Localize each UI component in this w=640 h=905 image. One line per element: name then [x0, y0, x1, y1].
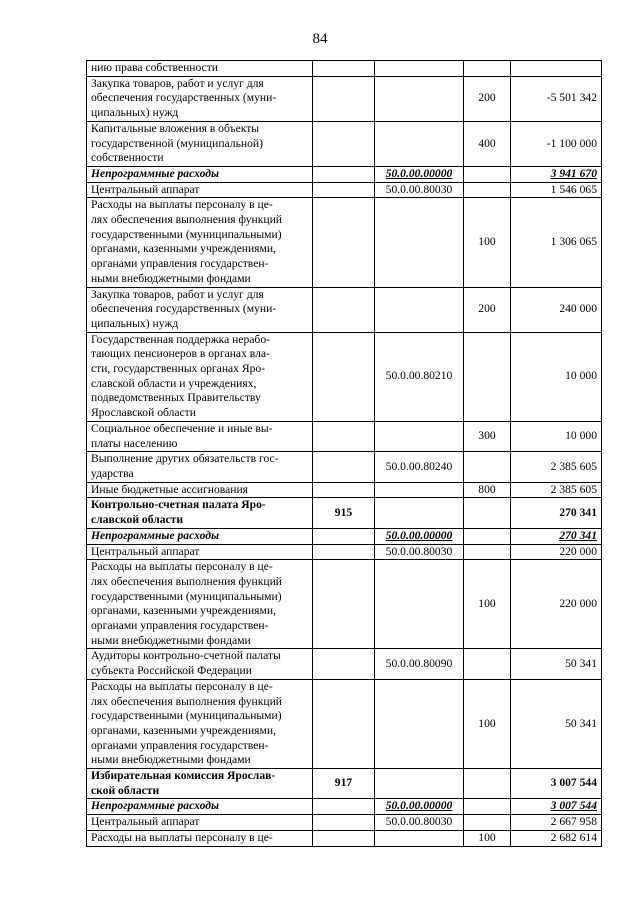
- target-code-cell: [375, 482, 464, 498]
- expense-type-cell: [464, 769, 511, 799]
- target-code-cell: [375, 76, 464, 121]
- table-row: [87, 815, 602, 831]
- table-row: [87, 649, 602, 679]
- expense-type-cell: 200: [464, 76, 511, 121]
- expense-type-cell: [464, 61, 511, 77]
- target-code-cell: [375, 198, 464, 287]
- row-name-line: органами управления государствен-: [91, 738, 269, 752]
- dept-code-cell: [313, 421, 375, 451]
- target-code-cell: [375, 769, 464, 799]
- row-name-line: славской области и учреждениях,: [91, 376, 257, 390]
- dept-code-cell: [313, 332, 375, 421]
- row-name-line: Расходы на выплаты персоналу в це-: [91, 198, 273, 212]
- amount-cell: 270 341: [511, 498, 602, 528]
- expense-type-cell: 400: [464, 121, 511, 166]
- target-code-cell: [375, 421, 464, 451]
- page-number: 84: [312, 31, 328, 47]
- row-name-line: государственными (муниципальными): [91, 589, 282, 603]
- row-name-cell: [87, 421, 313, 451]
- table-row: [87, 679, 602, 768]
- target-code-cell: 50.0.00.80030: [375, 815, 464, 831]
- table-row: [87, 121, 602, 166]
- dept-code-cell: [313, 182, 375, 198]
- expense-type-cell: [464, 528, 511, 544]
- row-name-line: ципальных) нужд: [91, 106, 179, 120]
- row-name-line: Центральный аппарат: [91, 544, 200, 558]
- row-name-line: Непрограммные расходы: [91, 528, 220, 542]
- row-name-line: ными внебюджетными фондами: [91, 271, 251, 285]
- target-code-cell: 50.0.00.80030: [375, 544, 464, 560]
- target-code-cell: 50.0.00.00000: [375, 799, 464, 815]
- row-name-line: ской области: [91, 783, 160, 797]
- row-name-line: славской области: [91, 513, 184, 527]
- row-name-line: Иные бюджетные ассигнования: [91, 482, 248, 496]
- row-name-line: Избирательная комиссия Ярослав-: [91, 769, 276, 783]
- target-code-cell: 50.0.00.00000: [375, 166, 464, 182]
- row-name-cell: [87, 498, 313, 528]
- org-row: [87, 769, 602, 799]
- row-name-cell: [87, 679, 313, 768]
- row-name-line: ными внебюджетными фондами: [91, 633, 251, 647]
- amount-cell: 2 385 605: [511, 452, 602, 482]
- row-name-line: Выполнение других обязательств гос-: [91, 452, 279, 466]
- row-name-line: органами управления государствен-: [91, 257, 269, 271]
- amount-cell: 240 000: [511, 287, 602, 332]
- amount-cell: 2 682 614: [511, 830, 602, 846]
- row-name-line: органами, казенными учреждениями,: [91, 723, 276, 737]
- row-name-line: Расходы на выплаты персоналу в це-: [91, 560, 273, 574]
- row-name-cell: [87, 182, 313, 198]
- amount-cell: 3 007 544: [511, 769, 602, 799]
- row-name-line: Ярославской области: [91, 406, 196, 420]
- row-name-cell: [87, 166, 313, 182]
- target-code-cell: 50.0.00.80210: [375, 332, 464, 421]
- amount-cell: [511, 61, 602, 77]
- row-name-line: Непрограммные расходы: [91, 166, 220, 180]
- table-row: [87, 482, 602, 498]
- target-code-cell: 50.0.00.00000: [375, 528, 464, 544]
- dept-code-cell: [313, 799, 375, 815]
- dept-code-cell: [313, 166, 375, 182]
- dept-code-cell: [313, 649, 375, 679]
- target-code-cell: 50.0.00.80240: [375, 452, 464, 482]
- target-code-cell: [375, 121, 464, 166]
- table-row: [87, 560, 602, 649]
- dept-code-cell: [313, 452, 375, 482]
- dept-code-cell: 915: [313, 498, 375, 528]
- row-name-line: нию права собственности: [91, 61, 218, 74]
- amount-cell: 270 341: [511, 528, 602, 544]
- dept-code-cell: [313, 815, 375, 831]
- row-name-line: Центральный аппарат: [91, 182, 200, 196]
- expense-type-cell: 100: [464, 560, 511, 649]
- row-name-line: Аудиторы контрольно-счетной палаты: [91, 649, 281, 663]
- row-name-cell: [87, 76, 313, 121]
- row-name-cell: [87, 799, 313, 815]
- expense-type-cell: [464, 182, 511, 198]
- org-row: [87, 498, 602, 528]
- target-code-cell: [375, 498, 464, 528]
- dept-code-cell: [313, 121, 375, 166]
- dept-code-cell: [313, 76, 375, 121]
- expense-type-cell: [464, 166, 511, 182]
- amount-cell: 3 941 670: [511, 166, 602, 182]
- table-row: [87, 332, 602, 421]
- dept-code-cell: [313, 61, 375, 77]
- program-row: [87, 166, 602, 182]
- expense-type-cell: [464, 452, 511, 482]
- program-row: [87, 528, 602, 544]
- row-name-line: Капитальные вложения в объекты: [91, 121, 260, 135]
- row-name-line: тающих пенсионеров в органах вла-: [91, 347, 270, 361]
- row-name-cell: [87, 830, 313, 846]
- amount-cell: 220 000: [511, 560, 602, 649]
- expense-type-cell: [464, 498, 511, 528]
- row-name-line: обеспечения государственных (муни-: [91, 302, 277, 316]
- row-name-cell: [87, 61, 313, 77]
- row-name-line: ными внебюджетными фондами: [91, 753, 251, 767]
- dept-code-cell: [313, 287, 375, 332]
- expense-type-cell: 100: [464, 198, 511, 287]
- dept-code-cell: [313, 198, 375, 287]
- expense-type-cell: 100: [464, 830, 511, 846]
- row-name-cell: [87, 287, 313, 332]
- amount-cell: 2 667 958: [511, 815, 602, 831]
- row-name-cell: [87, 121, 313, 166]
- target-code-cell: [375, 560, 464, 649]
- row-name-line: ципальных) нужд: [91, 316, 179, 330]
- row-name-line: органами, казенными учреждениями,: [91, 242, 276, 256]
- expense-type-cell: 100: [464, 679, 511, 768]
- row-name-line: платы населению: [91, 436, 178, 450]
- dept-code-cell: [313, 482, 375, 498]
- row-name-line: лях обеспечения выполнения функций: [91, 574, 282, 588]
- expense-type-cell: 200: [464, 287, 511, 332]
- amount-cell: 1 546 065: [511, 182, 602, 198]
- table-row: [87, 287, 602, 332]
- row-name-cell: [87, 649, 313, 679]
- target-code-cell: [375, 830, 464, 846]
- row-name-line: органами управления государствен-: [91, 619, 269, 633]
- expense-type-cell: [464, 649, 511, 679]
- expense-type-cell: [464, 332, 511, 421]
- row-name-line: Расходы на выплаты персоналу в це-: [91, 830, 273, 844]
- expense-type-cell: [464, 815, 511, 831]
- amount-cell: 10 000: [511, 421, 602, 451]
- dept-code-cell: [313, 560, 375, 649]
- table-row: [87, 182, 602, 198]
- expense-type-cell: 800: [464, 482, 511, 498]
- target-code-cell: [375, 679, 464, 768]
- table-row: [87, 76, 602, 121]
- amount-cell: -1 100 000: [511, 121, 602, 166]
- row-name-line: лях обеспечения выполнения функций: [91, 213, 282, 227]
- row-name-line: собственности: [91, 151, 164, 165]
- expense-type-cell: 300: [464, 421, 511, 451]
- row-name-line: лях обеспечения выполнения функций: [91, 694, 282, 708]
- dept-code-cell: [313, 544, 375, 560]
- budget-table: [86, 60, 602, 847]
- amount-cell: 50 341: [511, 679, 602, 768]
- row-name-cell: [87, 452, 313, 482]
- target-code-cell: [375, 61, 464, 77]
- dept-code-cell: 917: [313, 769, 375, 799]
- dept-code-cell: [313, 528, 375, 544]
- table-row: [87, 830, 602, 846]
- dept-code-cell: [313, 679, 375, 768]
- row-name-line: государственными (муниципальными): [91, 709, 282, 723]
- row-name-line: Непрограммные расходы: [91, 799, 220, 813]
- row-name-line: Социальное обеспечение и иные вы-: [91, 421, 273, 435]
- table-row: [87, 421, 602, 451]
- amount-cell: -5 501 342: [511, 76, 602, 121]
- expense-type-cell: [464, 544, 511, 560]
- row-name-line: ударства: [91, 466, 134, 480]
- row-name-line: обеспечения государственных (муни-: [91, 91, 277, 105]
- row-name-cell: [87, 544, 313, 560]
- amount-cell: 3 007 544: [511, 799, 602, 815]
- row-name-cell: [87, 769, 313, 799]
- expense-type-cell: [464, 799, 511, 815]
- table-body: [87, 61, 602, 847]
- row-name-line: подведомственных Правительству: [91, 391, 261, 405]
- table-row: [87, 61, 602, 77]
- row-name-line: Центральный аппарат: [91, 815, 200, 829]
- amount-cell: 50 341: [511, 649, 602, 679]
- target-code-cell: [375, 287, 464, 332]
- target-code-cell: 50.0.00.80030: [375, 182, 464, 198]
- row-name-line: Контрольно-счетная палата Яро-: [91, 498, 266, 512]
- row-name-line: субъекта Российской Федерации: [91, 664, 252, 678]
- row-name-cell: [87, 528, 313, 544]
- row-name-line: Государственная поддержка нерабо-: [91, 332, 270, 346]
- row-name-line: Расходы на выплаты персоналу в це-: [91, 679, 273, 693]
- program-row: [87, 799, 602, 815]
- amount-cell: 2 385 605: [511, 482, 602, 498]
- table-row: [87, 452, 602, 482]
- row-name-line: Закупка товаров, работ и услуг для: [91, 287, 264, 301]
- row-name-line: государственными (муниципальными): [91, 227, 282, 241]
- amount-cell: 220 000: [511, 544, 602, 560]
- row-name-cell: [87, 482, 313, 498]
- amount-cell: 1 306 065: [511, 198, 602, 287]
- row-name-line: органами, казенными учреждениями,: [91, 604, 276, 618]
- row-name-line: сти, государственных органах Яро-: [91, 362, 266, 376]
- row-name-line: государственной (муниципальной): [91, 136, 263, 150]
- row-name-cell: [87, 198, 313, 287]
- row-name-line: Закупка товаров, работ и услуг для: [91, 76, 264, 90]
- row-name-cell: [87, 560, 313, 649]
- target-code-cell: 50.0.00.80090: [375, 649, 464, 679]
- table-row: [87, 544, 602, 560]
- table-row: [87, 198, 602, 287]
- row-name-cell: [87, 332, 313, 421]
- dept-code-cell: [313, 830, 375, 846]
- amount-cell: 10 000: [511, 332, 602, 421]
- row-name-cell: [87, 815, 313, 831]
